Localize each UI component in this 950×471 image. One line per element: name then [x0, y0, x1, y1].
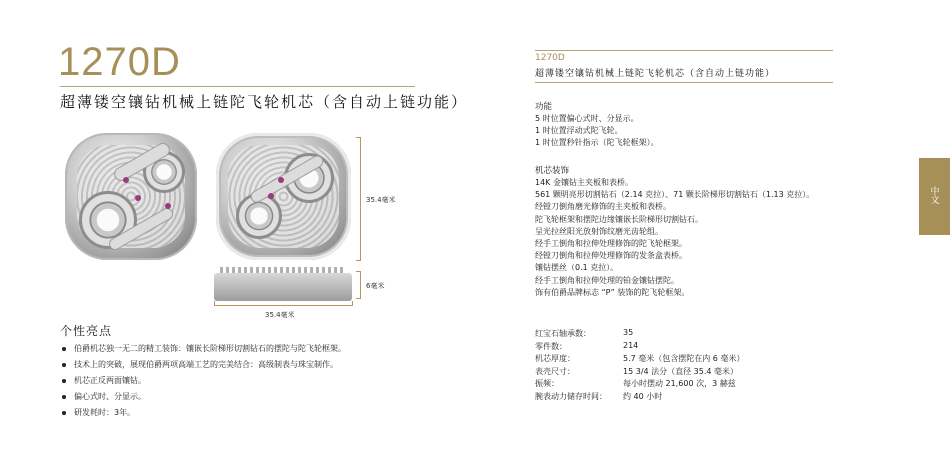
movement-back-image — [216, 133, 351, 260]
language-tab[interactable] — [919, 158, 950, 235]
page-title: 超薄镂空镶钻机械上链陀飞轮机芯（含自动上链功能） — [60, 93, 469, 111]
highlight-item: 技术上的突破，展现伯爵两项高端工艺的完美结合：高级制表与珠宝制作。 — [60, 357, 346, 373]
highlights-heading: 个性亮点 — [60, 324, 113, 338]
decoration-item: 561 颗明亮形切割钻石（2.14 克拉）、71 颗长阶梯形切割钻石（1.13 克拉）。 — [535, 190, 815, 200]
movement-front-image — [65, 133, 197, 260]
highlights-list — [60, 341, 346, 421]
decoration-heading: 机芯装饰 — [535, 166, 570, 176]
title-divider-right — [535, 50, 833, 51]
decoration-item: 14K 金镶钻主夹板和表桥。 — [535, 178, 633, 187]
width-dimension-line — [214, 305, 353, 306]
function-item: 1 时位置秒针指示（陀飞轮框架）。 — [535, 138, 659, 148]
width-dimension-label: 35.4毫米 — [265, 311, 295, 319]
title-divider-left — [60, 86, 415, 87]
decoration-item: 饰有伯爵品牌标志 “P” 装饰的陀飞轮框架。 — [535, 287, 690, 297]
table-row: 腕表动力储存时间： 约 40 小时 — [535, 391, 663, 401]
model-number-small: 1270D — [535, 53, 565, 63]
model-number: 1270D — [58, 40, 181, 84]
decoration-item: 镶钻摆丝（0.1 克拉）。 — [535, 263, 619, 273]
functions-heading: 功能 — [535, 102, 553, 112]
function-item: 5 时位置偏心式时、分显示。 — [535, 114, 639, 123]
decoration-item: 呈光拉丝阳光放射饰纹磨光齿轮组。 — [535, 226, 663, 236]
height-dimension-label: 35.4毫米 — [366, 196, 396, 204]
thickness-dimension-line — [360, 271, 361, 299]
table-row: 红宝石轴承数： 35 — [535, 328, 634, 338]
decoration-item: 经镗刀倒角磨光修饰的主夹板和表桥。 — [535, 202, 671, 212]
movement-side-image — [214, 273, 352, 301]
decoration-item: 陀飞轮框架和摆陀边缘镶嵌长阶梯形切割钻石。 — [535, 214, 703, 224]
table-row: 表壳尺寸： 15 3/4 法分（直径 35.4 毫米） — [535, 366, 739, 376]
language-tab-label: 中文 — [928, 186, 939, 204]
title-underline-right — [535, 82, 833, 83]
decoration-item: 经镗刀倒角和拉伸处理修饰的发条盒表桥。 — [535, 251, 687, 261]
highlight-item: 伯爵机芯独一无二的精工装饰：镶嵌长阶梯形切割钻石的摆陀与陀飞轮框架。 — [60, 341, 346, 357]
table-row: 振频： 每小时摆动 21,600 次，3 赫兹 — [535, 379, 736, 389]
decoration-item: 经手工倒角和拉伸处理的铂金镶钻摆陀。 — [535, 275, 679, 285]
thickness-dimension-label: 6毫米 — [366, 282, 385, 290]
height-dimension-line — [360, 137, 361, 261]
functions-list — [535, 113, 659, 150]
function-item: 1 时位置浮动式陀飞轮。 — [535, 126, 623, 136]
decoration-item: 经手工倒角和拉伸处理修饰的陀飞轮框架。 — [535, 239, 687, 249]
highlight-item: 偏心式时、分显示。 — [60, 389, 346, 405]
decoration-list — [535, 177, 814, 299]
subtitle: 超薄镂空镶钻机械上链陀飞轮机芯（含自动上链功能） — [535, 69, 776, 79]
table-row: 零件数： 214 — [535, 340, 639, 351]
table-row: 机芯厚度： 5.7 毫米（包含摆陀在内 6 毫米） — [535, 354, 745, 364]
highlight-item: 机芯正反两面镶钻。 — [60, 373, 346, 389]
highlight-item: 研发耗时：3年。 — [60, 405, 346, 421]
specs-table — [535, 328, 744, 404]
